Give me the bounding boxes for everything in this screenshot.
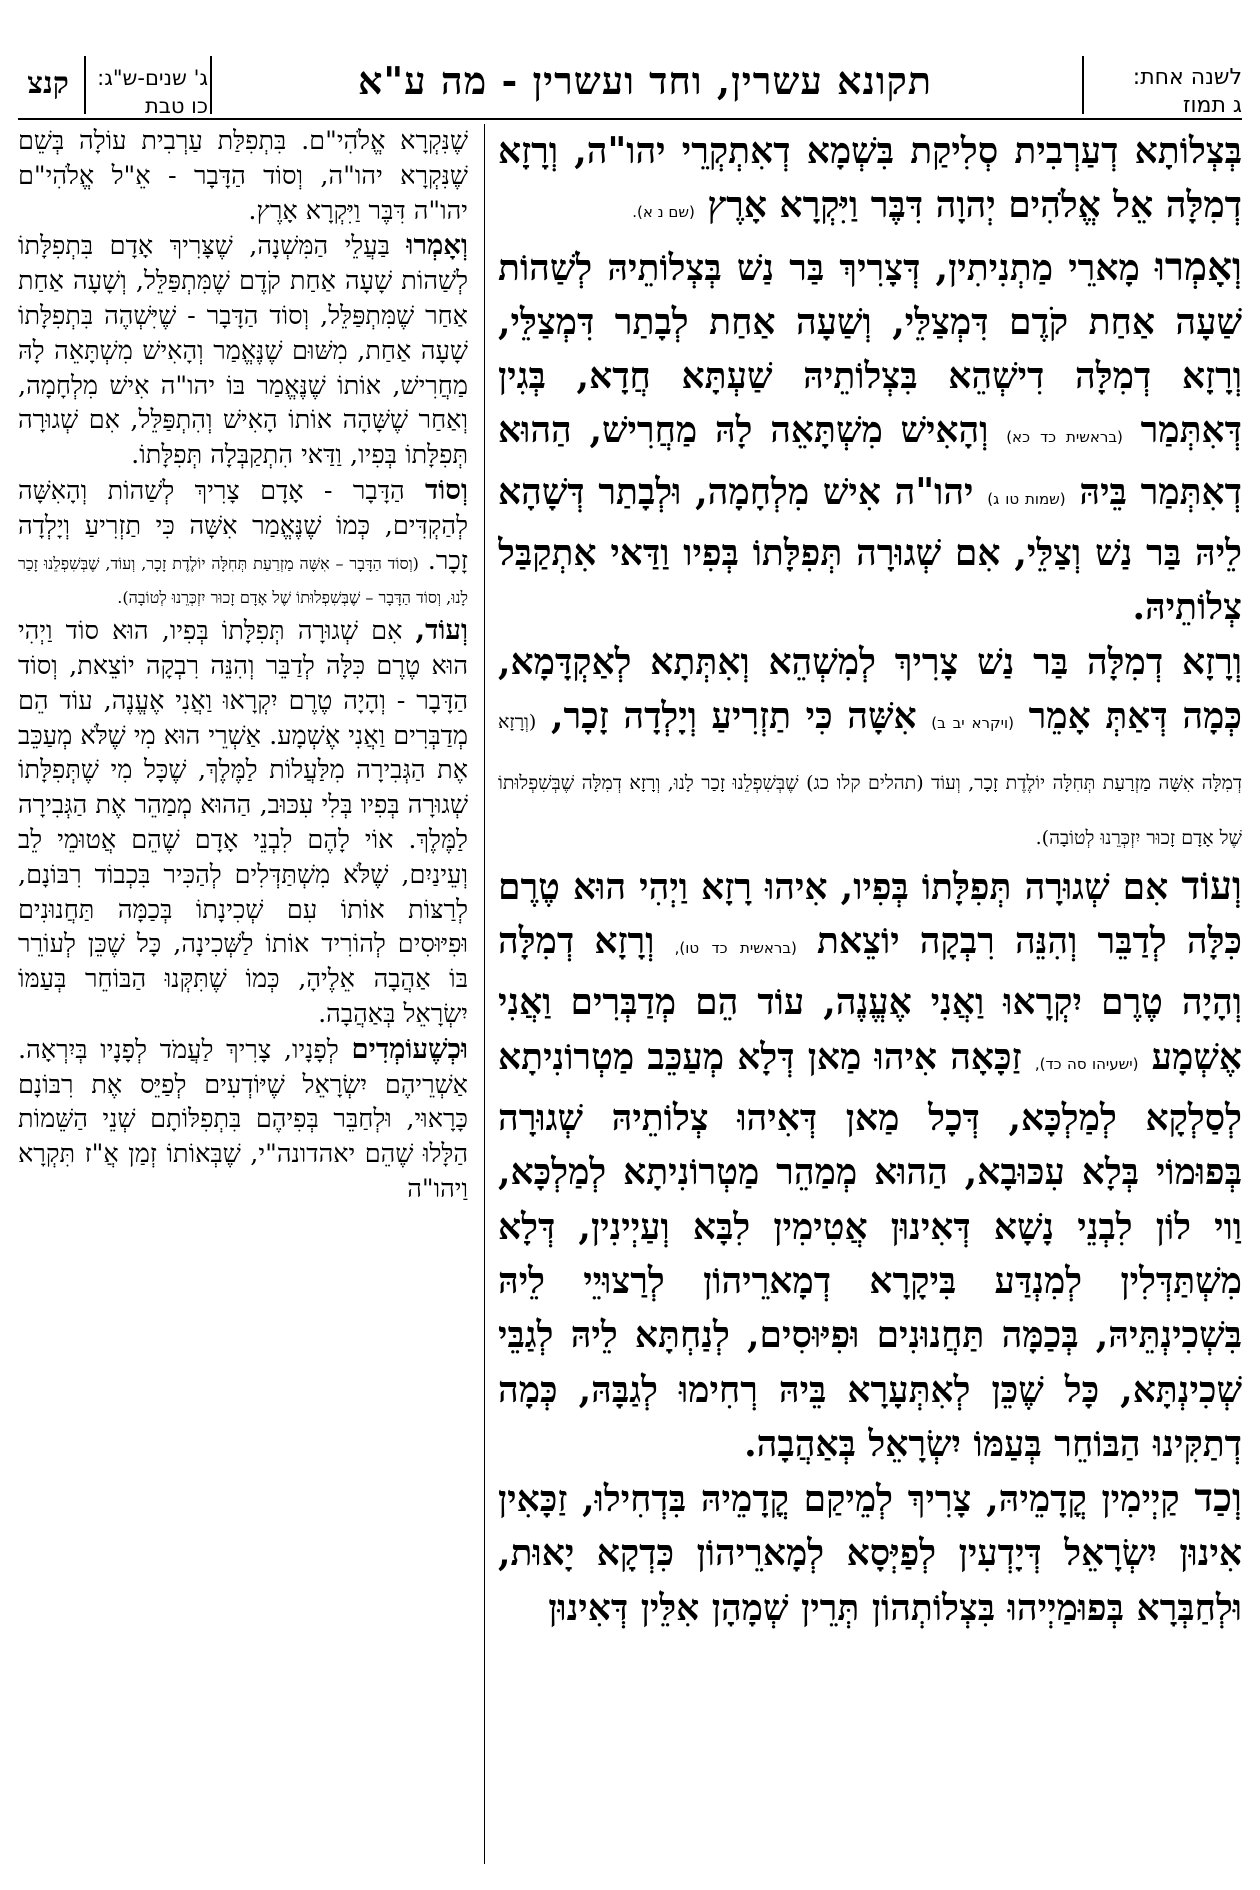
main-text: זַכָּאָה אִיהוּ מַאן דְּלָא מְעַכֵּב מַטְרוֹנִיתָא לְסַלְקָא לְמַלְכָּא, דְּכָל מַאן דְּאִיהוּ צְלוֹתֵיהּ שְׁגוּרָה בְּפוּמוֹי בְּלָא עִכּוּבָא, הַהוּא מְמַהֵר מַטְרוֹנִיתָא לְמַלְכָּא, וַוי לוֹן לִבְנֵי נָשָׁא דְּאִינוּן אֲטִימִין לִבָּא וְעַיְינִין, דְּלָא מִשְׁתַּדְּלִין לְמִנְדַּע בִּיקָרָא דְמָארֵיהוֹן לְרַצוּיֵי לֵיהּ בִּשְׁכִינְתֵּיהּ, בְּכַמָּה תַּחֲנוּנִים וּפִיּוּסִים, לְנַחְתָּא לֵיהּ לְגַבֵּי שְׁכִינְתָּא, כָּל שֶׁכֵּן לְאִתְּעָרָא בֵּיהּ רְחִימוּ לְגַבָּהּ, כְּמָה דְתַקִּינוּ הַבּוֹחֵר בְּעַמּוֹ יִשְׂרָאֵל בְּאַהֲבָה.	[498, 1035, 1242, 1465]
schedule-label-three-year: ג' שנים-ש"ג:	[97, 66, 208, 90]
side-text: לְפָנָיו, צָרִיךְ לַעֲמֹד לְפָנָיו בְּיִרְאָה. אַשְׁרֵיהֶם יִשְׂרָאֵל שֶׁיּוֹדְעִים לְפַיֵּס אֶת רִבּוֹנָם כָּרָאוּי, וּלְחַבֵּר בְּפִיהֶם בִּתְפִלּוֹתָם שְׁנֵי הַשֵּׁמוֹת הַלָּלוּ שֶׁהֵם יאהדונה"י, שֶׁבְּאוֹתוֹ זְמַן אֲ"ז תִּקְרָא וַיהו"ה	[18, 1034, 468, 1204]
source-reference: (ישעיהו סה כד),	[1034, 1054, 1139, 1073]
paragraph-lead-word: וְאָמְרוּ	[1154, 243, 1242, 290]
side-paragraph-2	[18, 228, 468, 473]
main-text: אִשָּׁה כִּי תַזְרִיעַ וְיָלְדָה זָכָר,	[550, 694, 917, 737]
schedule-date-three-year: כו טבת	[144, 94, 208, 118]
main-text: יהו"ה אִישׁ מִלְחָמָה, וּלְבָתַר דְּשָׁהָא לֵיהּ בַּר נַשׁ וְצַלֵּי, אִם שְׁגוּרָה תְּפִלָּתוֹ בְּפִיו וַדַּאי אִתְקַבַּל צְלוֹתֵיהּ.	[498, 470, 1242, 629]
side-paragraph-3	[18, 473, 468, 613]
side-text: שֶׁנִּקְרָא אֱלֹהִי"ם. בִּתְפִלַּת עַרְבִית עוֹלָה בְּשֵׁם שֶׁנִּקְרָא יהו"ה, וְסוֹד הַדָּבָר - אֵ"ל אֱלֹהִי"ם יהו"ה דִּבֶּר וַיִּקְרָא אָרֶץ.	[18, 126, 468, 226]
source-reference: (בראשית כד טו),	[674, 939, 797, 958]
page-title: תקונא עשרין, וחד ועשרין - מה ע"א	[357, 58, 933, 103]
side-text: הַדָּבָר - אָדָם צָרִיךְ לְשַׁהוֹת וְהָאִשָּׁה לְהַקְדִּים, כְּמוֹ שֶׁנֶּאֱמַר אִשָּׁה כִּי תַזְרִיעַ וְיָלְדָה זָכָר.	[18, 475, 468, 576]
main-paragraph-3	[498, 635, 1242, 859]
paragraph-lead-word: וּכְשֶׁעוֹמְדִים	[351, 1032, 468, 1065]
side-column-hebrew	[18, 124, 468, 1864]
paragraph-lead-word: וְעוֹד,	[415, 614, 468, 647]
main-column-aramaic	[498, 124, 1242, 1864]
main-text: קַיְימִין קֳדָמֵיהּ, צָרִיךְ לְמֵיקַם קֳדָמֵיהּ בִּדְחִילוּ, זַכָּאִין אִינוּן יִשְׂרָאֵל דְּיָדְעִין לְפַיְּסָא לְמָארֵיהוֹן כִּדְקָא יָאוּת, וּלְחַבְּרָא בְּפוּמַיְיהוּ בִּצְלוֹתְהוֹן תְּרֵין שְׁמָהָן אִלֵּין דְּאִינוּן	[498, 1478, 1242, 1629]
source-reference: (ויקרא יב ב)	[931, 713, 1014, 732]
main-paragraph-5	[498, 1471, 1242, 1635]
column-divider	[484, 124, 485, 1864]
side-text: אִם שְׁגוּרָה תְּפִלָּתוֹ בְּפִיו, הוּא סוֹד וַיְהִי הוּא טֶרֶם כִּלָּה לְדַבֵּר וְהִנֵּה רִבְקָה יוֹצֵאת, וְסוֹד הַדָּבָר - וְהָיָה טֶרֶם יִקְרָאוּ וַאֲנִי אֶעֱנֶה, עוֹד הֵם מְדַבְּרִים וַאֲנִי אֶשְׁמָע. אַשְׁרֵי הוּא מִי שֶׁלֹּא מְעַכֵּב אֶת הַגְּבִירָה מִלַּעֲלוֹת לַמֶּלֶךְ, שֶׁכָּל מִי שֶׁתְּפִלָּתוֹ שְׁגוּרָה בְּפִיו בְּלִי עִכּוּב, הַהוּא מְמַהֵר אֶת הַגְּבִירָה לַמֶּלֶךְ. אוֹי לָהֶם לִבְנֵי אָדָם שֶׁהֵם אֲטוּמֵי לֵב וְעֵינַיִם, שֶׁלֹּא מִשְׁתַּדְּלִים לְהַכִּיר בִּכְבוֹד רִבּוֹנָם, לְרַצּוֹת אוֹתוֹ עִם שְׁכִינָתוֹ בְּכַמָּה תַּחֲנוּנִים וּפִיּוּסִים לְהוֹרִיד אוֹתוֹ לַשְּׁכִינָה, כָּל שֶׁכֵּן לְעוֹרֵר בּוֹ אַהֲבָה אֵלֶיהָ, כְּמוֹ שֶׁתִּקְּנוּ הַבּוֹחֵר בְּעַמּוֹ יִשְׂרָאֵל בְּאַהֲבָה.	[18, 616, 468, 1029]
side-paragraph-1	[18, 124, 468, 228]
page-header	[18, 44, 1242, 118]
main-text: וְרָזָא דְמִלָּה וְהָיָה טֶרֶם יִקְרָאוּ וַאֲנִי אֶעֱנֶה, עוֹד הֵם מְדַבְּרִים וַאֲנִי אֶשְׁמָע	[498, 920, 1242, 1078]
study-schedule-three-year	[90, 64, 208, 120]
paragraph-lead-word: וְעוֹד	[1181, 862, 1242, 909]
header-divider-mid	[210, 56, 212, 114]
main-paragraph-1	[498, 124, 1242, 240]
paragraph-lead-word: וְכַד	[1194, 1475, 1242, 1522]
source-reference: (שמות טו ג)	[987, 489, 1066, 508]
source-reference: (שם נ א).	[632, 203, 695, 222]
source-reference: (בראשית כד כא)	[1006, 428, 1123, 447]
main-text: מָארֵי מַתְנִיתִין, דְּצָרִיךְ בַּר נַשׁ בְּצְלוֹתֵיהּ לְשַׁהוֹת שַׁעָה אַחַת קֹדֶם דִּמְצַלֵּי, וְשַׁעָה אַחַת לְבָתַר דִּמְצַלֵּי, וְרָזָא דְמִלָּה דִישְׁהֵא בִּצְלוֹתֵיהּ שַׁעְתָּא חֲדָא, בְּגִין דְּאִתְּמַר	[498, 246, 1242, 452]
main-text: בְּצְלוֹתָא דְעַרְבִית סְלִיקַת בִּשְׁמָא דְאִתְקְרֵי יהו"ה, וְרָזָא דְמִלָּה אֵל אֱלֹהִים יְהוָה דִּבֶּר וַיִּקְרָא אָרֶץ	[498, 130, 1242, 227]
study-schedule-one-year	[1092, 64, 1242, 120]
header-divider-left	[84, 56, 86, 114]
schedule-label-one-year: לשנה אחת:	[1132, 65, 1242, 90]
main-paragraph-2	[498, 240, 1242, 635]
header-divider-right	[1082, 56, 1084, 114]
paragraph-lead-word: וְסוֹד	[425, 473, 468, 506]
main-text: אִם שְׁגוּרָה תְּפִלָּתוֹ בְּפִיו, אִיהוּ רָזָא וַיְהִי הוּא טֶרֶם כִּלָּה לְדַבֵּר וְהִנֵּה רִבְקָה יוֹצֵאת	[498, 865, 1242, 963]
parenthetical-note: (וְסוֹד הַדָּבָר – אִשָּׁה מַזְרַעַת תְּחִלָּה יוֹלֶדֶת זָכָר, וְעוֹד, שֶׁבְּשִׁפְלֵנוּ זָכַר לָנוּ, וְסוֹד הַדָּבָר – שֶׁבְּשִׁפְלוּתוֹ שֶׁל אָדָם זָכוּר יִזְכְּרֵנוּ לְטוֹבָה).	[18, 553, 468, 608]
page-number: קנצ	[27, 66, 69, 101]
paragraph-lead-word: וְאָמְרוּ	[406, 229, 468, 262]
main-text: וְרָזָא דְמִלָּה בַּר נַשׁ צָרִיךְ לְמִשְׁהֵא וְאִתְּתָא לְאַקְדָּמָא, כְּמָה דְּאַתְּ אָמֵר	[498, 640, 1242, 737]
side-text: בַּעֲלֵי הַמִּשְׁנָה, שֶׁצָּרִיךְ אָדָם בִּתְפִלָּתוֹ לְשַׁהוֹת שָׁעָה אַחַת קֹדֶם שֶׁמִּתְפַּלֵּל, וְשָׁעָה אַחַת אַחַר שֶׁמִּתְפַּלֵּל, וְסוֹד הַדָּבָר - שֶׁיִּשְׁהֶה בִּתְפִלָּתוֹ שָׁעָה אַחַת, מִשּׁוּם שֶׁנֶּאֱמַר וְהָאִישׁ מִשְׁתָּאֵה לָהּ מַחֲרִישׁ, אוֹתוֹ שֶׁנֶּאֱמַר בּוֹ יהו"ה אִישׁ מִלְחָמָה, וְאַחַר שֶׁשָּׁהָה אוֹתוֹ הָאִישׁ וְהִתְפַּלֵּל, אִם שְׁגוּרָה תְּפִלָּתוֹ בְּפִיו, וַדַּאי הִתְקַבְּלָה תְּפִלָּתוֹ.	[18, 231, 468, 471]
side-paragraph-5	[18, 1032, 468, 1207]
schedule-date-one-year: ג תמוז	[1182, 93, 1242, 118]
main-paragraph-4	[498, 859, 1242, 1471]
side-paragraph-4	[18, 613, 468, 1032]
main-text: וְהָאִישׁ מִשְׁתָּאֵה לָהּ מַחֲרִישׁ, הַהוּא דְאִתְּמַר בֵּיהּ	[498, 409, 1242, 513]
parenthetical-note: (וְרָזָא דְמִלָּה אִשָּׁה מַזְרַעַת תְּחִלָּה יוֹלֶדֶת זָכָר, וְעוֹד (תהלים קלו כג) שֶׁבְּשִׁפְלֵנוּ זָכַר לָנוּ, וְרָזָא דְמִלָּה שֶׁבְּשִׁפְלוּתוֹ שֶׁל אָדָם זָכוּר יִזְכְּרֵנוּ לְטוֹבָה).	[498, 710, 1242, 849]
header-rule	[18, 118, 1242, 120]
